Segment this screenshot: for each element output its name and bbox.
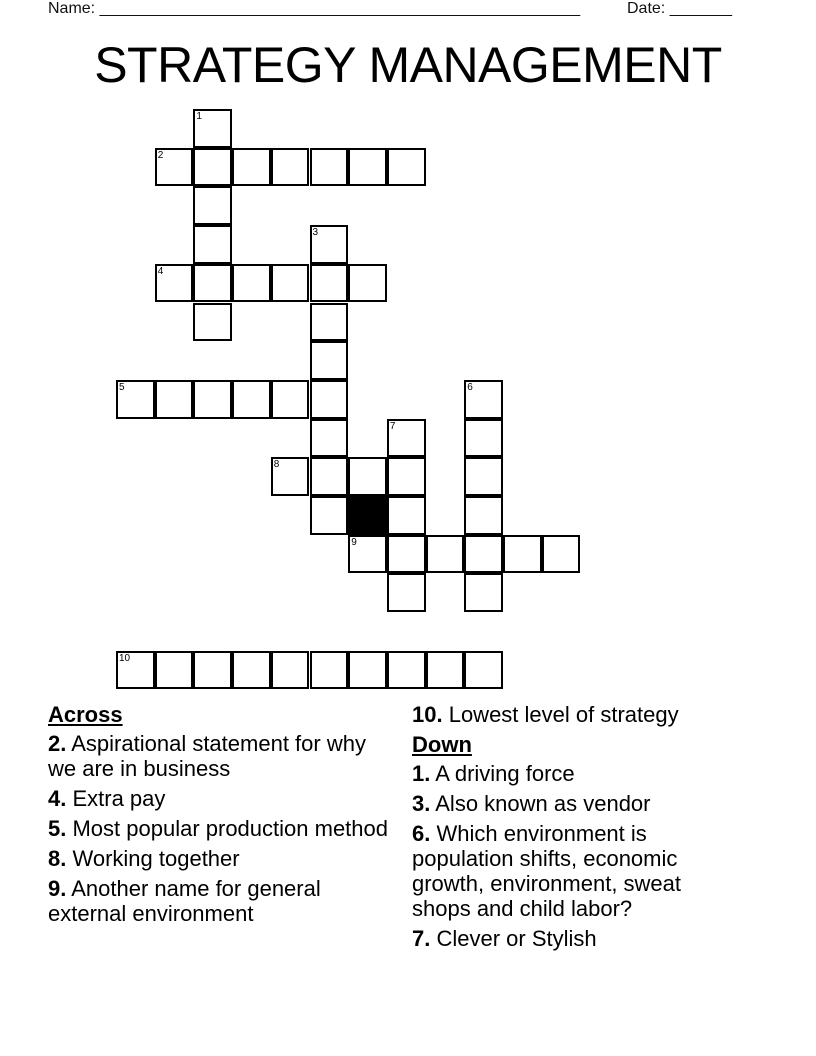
clue-across-5: 5. Most popular production method [48, 816, 388, 841]
grid-cell[interactable] [155, 148, 194, 187]
grid-cell[interactable] [310, 303, 349, 342]
clue-across-9: 9. Another name for general external environment [48, 876, 321, 926]
grid-cell[interactable] [464, 380, 503, 419]
grid-cell[interactable] [271, 148, 310, 187]
grid-cell[interactable] [193, 148, 232, 187]
grid-cell[interactable] [387, 535, 426, 574]
clue-number: 6 [467, 381, 473, 393]
grid-cell[interactable] [155, 651, 194, 690]
clue-across-10: 10. Lowest level of strategy [412, 702, 679, 727]
grid-cell[interactable] [193, 264, 232, 303]
clue-number: 7 [389, 420, 396, 432]
black-cell [348, 496, 387, 535]
clues-right-column [412, 702, 742, 956]
grid-cell[interactable] [193, 186, 232, 225]
grid-cell[interactable] [155, 264, 194, 303]
clue-number: 3 [312, 227, 319, 239]
grid-cell[interactable] [348, 264, 387, 303]
clue-down-6: 6. Which environment is population shifts, economic growth, environment, sweat shops and child labor? [412, 821, 682, 921]
grid-cell[interactable] [387, 457, 426, 496]
name-field[interactable]: Name: ______________________________________________________ [48, 0, 581, 17]
page-title: STRATEGY MANAGEMENT [94, 37, 722, 93]
grid-cell[interactable] [348, 148, 387, 187]
grid-cell[interactable] [310, 457, 349, 496]
grid-cell[interactable] [232, 651, 271, 690]
grid-cell[interactable] [310, 264, 349, 303]
grid-cell[interactable] [232, 148, 271, 187]
clue-across-8: 8. Working together [48, 846, 240, 871]
grid-cell[interactable] [193, 651, 232, 690]
grid-cell[interactable] [193, 225, 232, 264]
grid-cell[interactable] [271, 380, 310, 419]
clue-number: 4 [157, 265, 164, 277]
grid-cell[interactable] [348, 535, 387, 574]
grid-cell[interactable] [193, 109, 232, 148]
grid-cell[interactable] [116, 651, 155, 690]
clue-number: 1 [196, 111, 202, 122]
grid-cell[interactable] [193, 380, 232, 419]
grid-cell[interactable] [271, 264, 310, 303]
grid-cell[interactable] [387, 496, 426, 535]
clues-left-column [48, 702, 388, 931]
grid-cell[interactable] [387, 148, 426, 187]
grid-cell[interactable] [387, 419, 426, 458]
clue-down-1: 1. A driving force [412, 761, 575, 786]
grid-cell[interactable] [542, 535, 581, 574]
grid-cell[interactable] [193, 303, 232, 342]
grid-cell[interactable] [464, 535, 503, 574]
grid-cell[interactable] [310, 496, 349, 535]
grid-cell[interactable] [116, 380, 155, 419]
grid-cell[interactable] [464, 457, 503, 496]
clue-number: 5 [119, 381, 125, 393]
clue-down-3: 3. Also known as vendor [412, 791, 651, 816]
grid-cell[interactable] [348, 651, 387, 690]
grid-cell[interactable] [503, 535, 542, 574]
grid-cell[interactable] [310, 225, 349, 264]
across-heading: Across [48, 702, 123, 727]
grid-cell[interactable] [310, 419, 349, 458]
grid-cell[interactable] [464, 496, 503, 535]
grid-cell[interactable] [155, 380, 194, 419]
down-heading: Down [412, 732, 472, 757]
grid-cell[interactable] [310, 341, 349, 380]
grid-cell[interactable] [271, 651, 310, 690]
clue-number: 9 [351, 536, 357, 548]
grid-cell[interactable] [464, 651, 503, 690]
grid-cell[interactable] [464, 573, 503, 612]
grid-cell[interactable] [387, 651, 426, 690]
clue-across-2: 2. Aspirational statement for why we are in business [48, 731, 366, 781]
grid-cell[interactable] [310, 651, 349, 690]
grid-cell[interactable] [348, 457, 387, 496]
grid-cell[interactable] [426, 651, 465, 690]
clue-down-7: 7. Clever or Stylish [412, 926, 597, 951]
clue-number: 2 [157, 149, 164, 161]
grid-cell[interactable] [232, 264, 271, 303]
grid-cell[interactable] [232, 380, 271, 419]
grid-cell[interactable] [271, 457, 310, 496]
date-field[interactable]: Date: _______ [627, 0, 732, 17]
clue-number: 10 [119, 652, 131, 664]
grid-cell[interactable] [310, 380, 349, 419]
grid-cell[interactable] [426, 535, 465, 574]
grid-cell[interactable] [387, 573, 426, 612]
grid-cell[interactable] [464, 419, 503, 458]
clue-number: 8 [273, 459, 280, 471]
clue-across-4: 4. Extra pay [48, 786, 166, 811]
grid-cell[interactable] [310, 148, 349, 187]
